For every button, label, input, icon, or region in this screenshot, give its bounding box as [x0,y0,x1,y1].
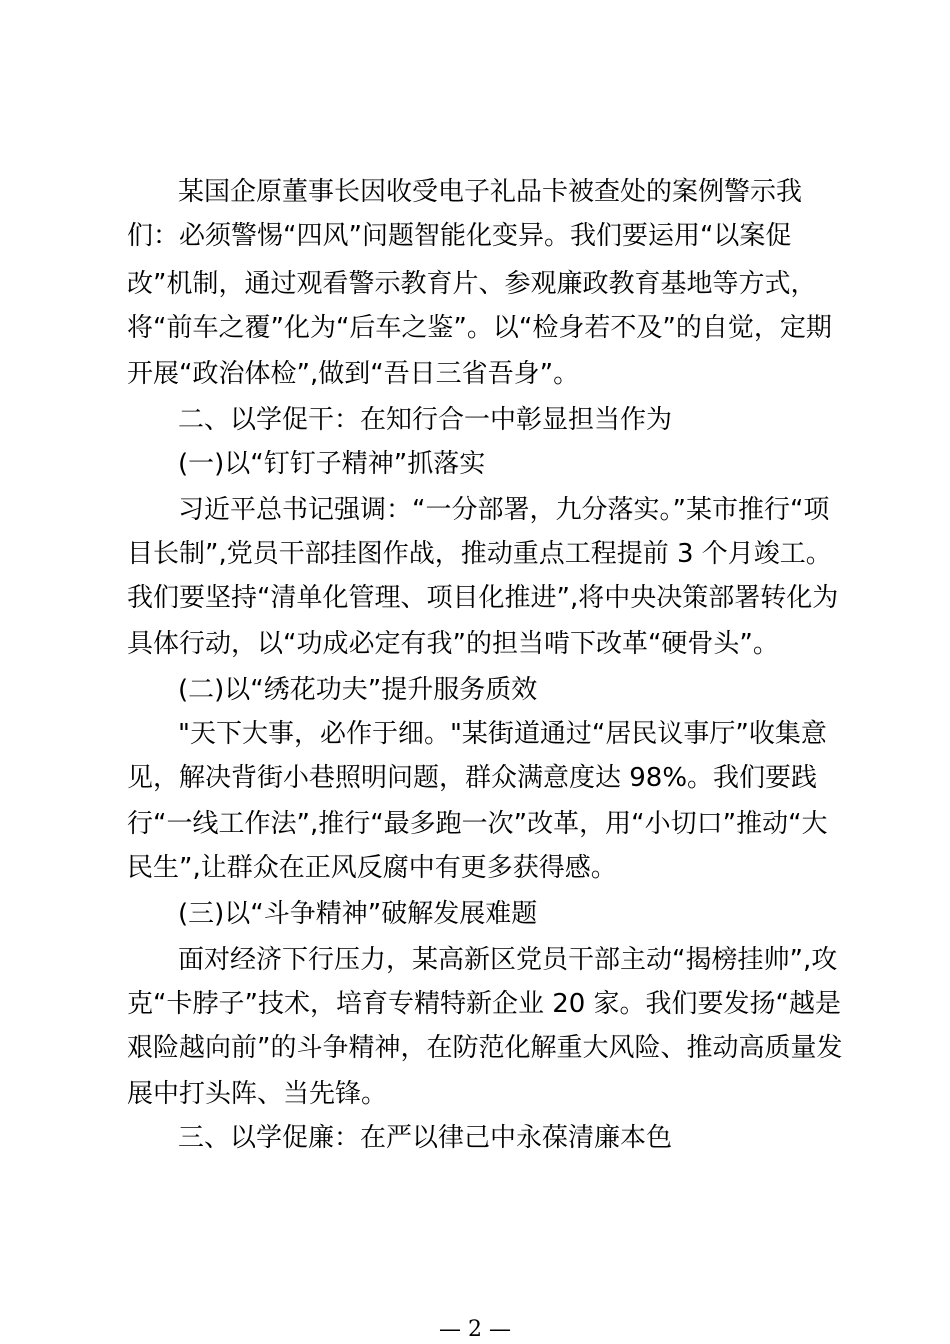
paragraph-line: 改”机制，通过观看警示教育片、参观廉政教育基地等方式， [127,269,817,299]
section-heading: 三、以学促廉：在严以律己中永葆清廉本色 [178,1123,673,1153]
paragraph-line: 行“一线工作法”,推行“最多跑一次”改革，用“小切口”推动“大 [127,809,828,839]
section-heading: 二、以学促干：在知行合一中彰显担当作为 [178,405,673,435]
paragraph-line: 艰险越向前”的斗争精神，在防范化解重大风险、推动高质量发 [127,1033,843,1063]
paragraph-line: 展中打头阵、当先锋。 [127,1079,388,1109]
paragraph-line: 见，解决背街小巷照明问题，群众满意度达 98%。我们要践 [127,763,818,793]
subsection-heading: (二)以“绣花功夫”提升服务质效 [178,675,538,705]
paragraph-line: 开展“政治体检”,做到“吾日三省吾身”。 [127,359,580,389]
paragraph-line: 具体行动，以“功成必定有我”的担当啃下改革“硬骨头”。 [127,629,779,659]
paragraph-line: "天下大事，必作于细。"某街道通过“居民议事厅”收集意 [178,719,827,749]
paragraph-line: 目长制”,党员干部挂图作战，推动重点工程提前 3 个月竣工。 [127,539,832,569]
paragraph-line: 某国企原董事长因收受电子礼品卡被查处的案例警示我 [178,177,803,207]
paragraph-line: 面对经济下行压力，某高新区党员干部主动“揭榜挂帅”,攻 [178,945,838,975]
subsection-heading: (三)以“斗争精神”破解发展难题 [178,899,538,929]
paragraph-line: 民生”,让群众在正风反腐中有更多获得感。 [127,853,617,883]
paragraph-line: 将“前车之覆”化为“后车之鉴”。以“检身若不及”的自觉，定期 [127,313,832,343]
paragraph-line: 克“卡脖子”技术，培育专精特新企业 20 家。我们要发扬“越是 [127,989,842,1019]
subsection-heading: (一)以“钉钉子精神”抓落实 [178,449,486,479]
page-number: — 2 — [439,1317,511,1342]
paragraph-line: 们：必须警惕“四风”问题智能化变异。我们要运用“以案促 [127,221,792,251]
paragraph-line: 我们要坚持“清单化管理、项目化推进”,将中央决策部署转化为 [127,583,839,613]
paragraph-line: 习近平总书记强调：“一分部署，九分落实。”某市推行“项 [178,495,830,525]
